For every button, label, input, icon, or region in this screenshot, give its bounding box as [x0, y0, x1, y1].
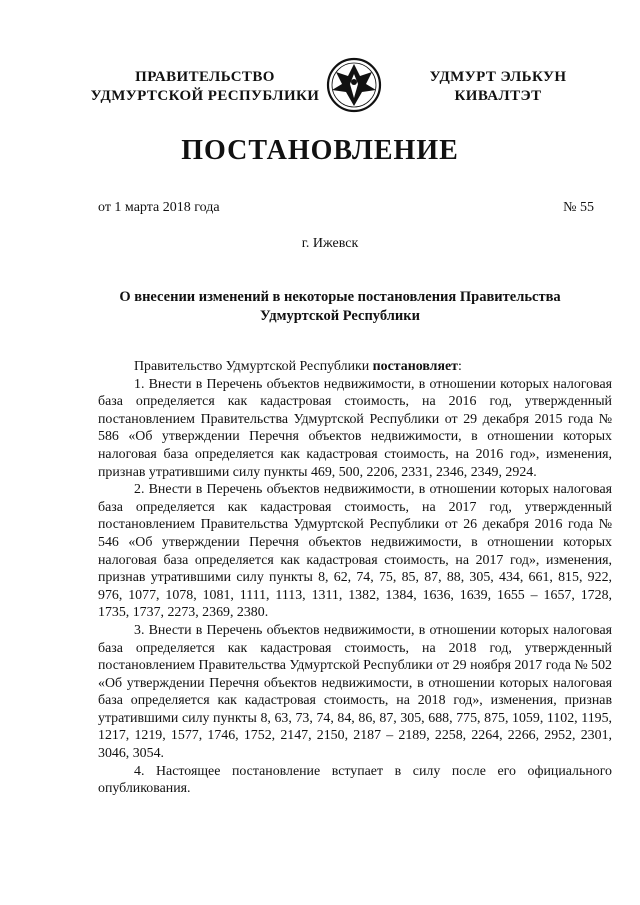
intro-paragraph — [98, 358, 612, 376]
header-left-line2: УДМУРТСКОЙ РЕСПУБЛИКИ — [90, 88, 320, 104]
header-left-line1: ПРАВИТЕЛЬСТВО — [135, 69, 275, 85]
document-date: от 1 марта 2018 года — [98, 200, 220, 215]
subject-line1: О внесении изменений в некоторые постановления Правительства — [119, 289, 561, 305]
header-right-line2: КИВАЛТЭТ — [454, 88, 542, 104]
document-body — [98, 358, 612, 798]
intro-suffix: : — [457, 359, 462, 374]
item-paragraph: 2. Внести в Перечень объектов недвижимости, в отношении которых налоговая база определяется как кадастровая стоимость, на 2017 год, утвержденный постановлением Правительства Удмуртской Республики от 26 декабря 2016 года № 546 «Об утверждении Перечня объектов недвижимости, в отношении которых налоговая база определяется как кадастровая стоимость, на 2017 год», изменения, признав утратившими силу пункты 8, 62, 74, 75, 85, 87, 88, 305, 434, 661, 815, 922, 976, 1077, 1078, 1081, 1111, 1113, 1311, 1382, 1384, 1636, 1639, 1655 – 1657, 1728, 1735, 1737, 2273, 2369, 2380. — [98, 482, 612, 621]
document-number: № 55 — [563, 200, 594, 215]
document-subject — [60, 288, 620, 326]
subject-line2: Удмуртской Республики — [260, 308, 420, 324]
item-paragraph: 4. Настоящее постановление вступает в силу после его официального опубликования. — [98, 763, 612, 797]
emblem-icon — [326, 54, 382, 116]
header-right — [398, 68, 598, 106]
header-right-line1: УДМУРТ ЭЛЬКУН — [429, 69, 567, 85]
item-paragraph: 3. Внести в Перечень объектов недвижимости, в отношении которых налоговая база определяется как кадастровая стоимость, на 2018 год, утвержденный постановлением Правительства Удмуртской Республики от 29 ноября 2017 года № 502 «Об утверждении Перечня объектов недвижимости, в отношении которых налоговая база определяется как кадастровая стоимость, на 2018 год», изменения, признав утратившими силу пункты 8, 63, 73, 74, 84, 86, 87, 305, 688, 775, 875, 1059, 1102, 1195, 1217, 1219, 1577, 1746, 1752, 2147, 2150, 2187 – 2189, 2258, 2264, 2266, 2952, 2301, 3046, 3054. — [98, 622, 612, 762]
document-city: г. Ижевск — [301, 236, 359, 251]
header-left — [90, 68, 320, 106]
intro-bold: постановляет — [372, 359, 458, 374]
item-paragraph: 1. Внести в Перечень объектов недвижимости, в отношении которых налоговая база определяется как кадастровая стоимость, на 2016 год, утвержденный постановлением Правительства Удмуртской Республики от 29 декабря 2015 года № 586 «Об утверждении Перечня объектов недвижимости, в отношении которых налоговая база определяется как кадастровая стоимость, на 2016 год», изменения, признав утратившими силу пункты 469, 500, 2206, 2331, 2346, 2349, 2924. — [98, 376, 612, 480]
intro-prefix: Правительство Удмуртской Республики — [134, 359, 373, 374]
document-title: ПОСТАНОВЛЕНИЕ — [181, 135, 459, 166]
